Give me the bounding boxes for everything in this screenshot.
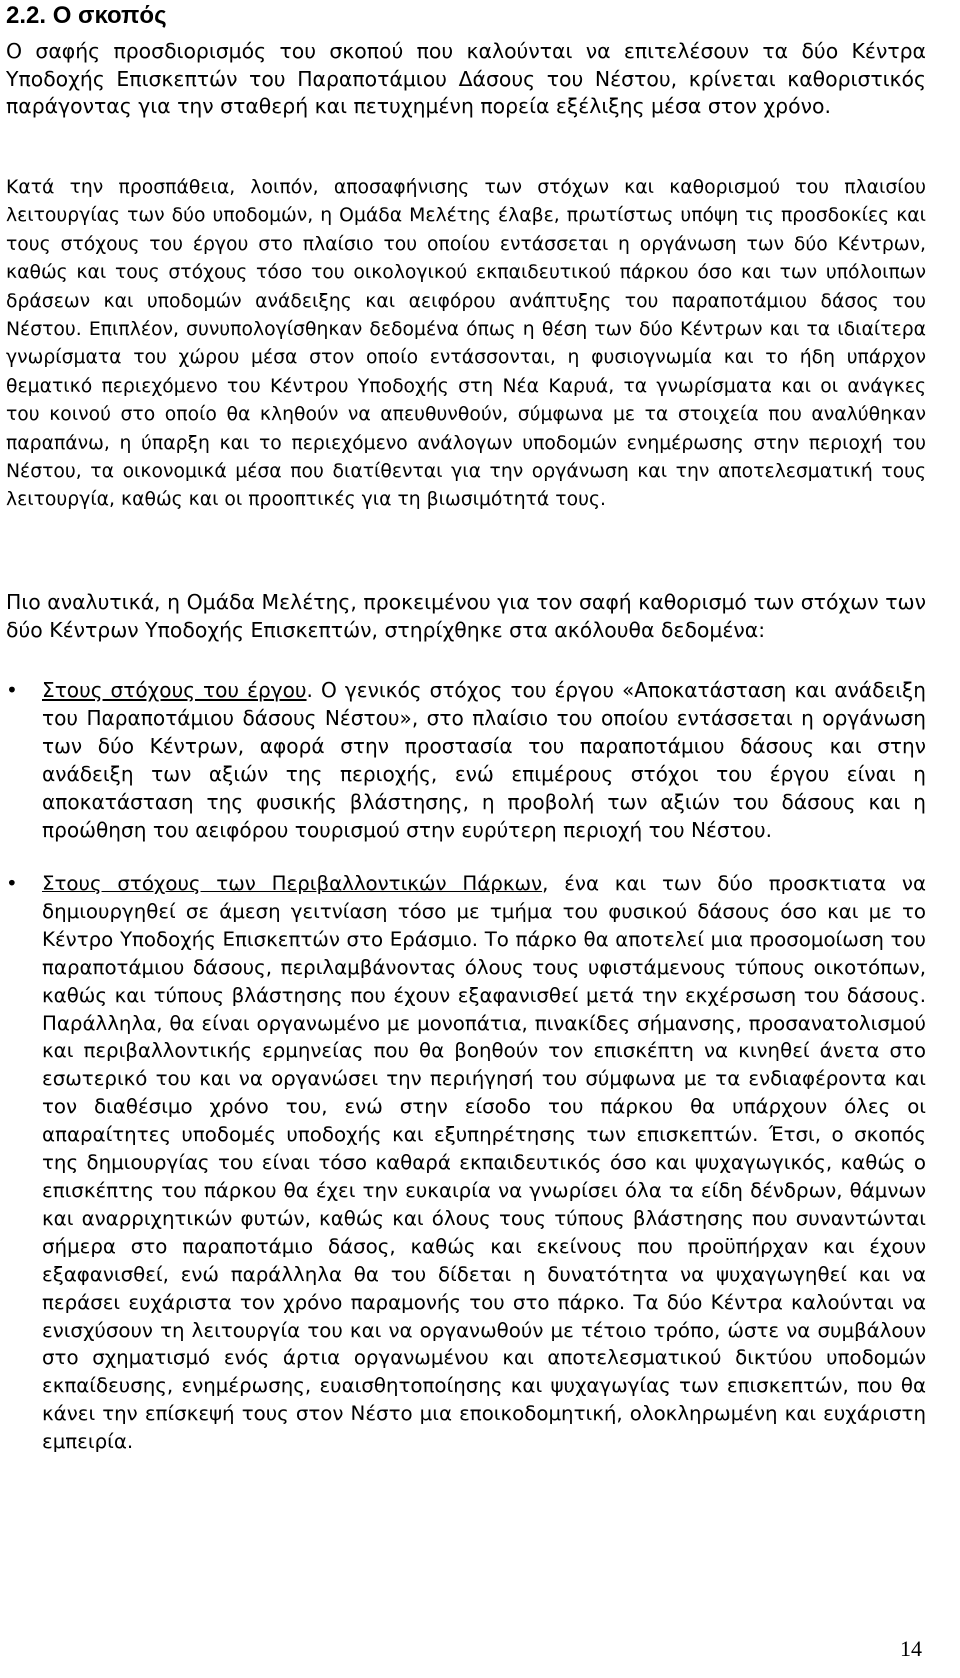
detail-paragraph: Πιο αναλυτικά, η Ομάδα Μελέτης, προκειμένου για τον σαφή καθορισμό των στόχων των δύο Κέντρων Υποδοχής Επισκεπτών, στηρίχθηκε στα ακόλουθα δεδομένα: [6,590,926,642]
list-item [6,676,926,844]
list-item-body: , ένα και των δύο προσκτιατα να δημιουργηθεί σε άμεση γειτνίαση τόσο με τμήμα του φυσικού δάσους όσο και με το Κέντρο Υποδοχής Επισκεπτών στο Εράσμιο. Το πάρκο θα αποτελεί μια προσομοίωση του παραποτάμιου δάσους, περιλαμβάνοντας όλους τους υφιστάμενους τύπους οικοτόπων, καθώς και τύπους βλάστησης που έχουν εξαφανισθεί μετά την εκχέρσωση του δάσους. Παράλληλα, θα είναι οργανωμένο με μονοπάτια, πινακίδες σήμανσης, προσανατολισμού και περιβαλλοντικής ερμηνείας που θα βοηθούν τον επισκέπτη να κινηθεί άνετα στο εσωτερικό του και να οργανώσει την περιήγησή του σύμφωνα με τα ενδιαφέροντα και τον διαθέσιμο χρόνο του, ενώ στην είσοδο του πάρκου θα υπάρχουν όλες οι απαραίτητες υποδομές υποδοχής και εξυπηρέτησης των επισκεπτών. Έτσι, ο σκοπός της δημιουργίας του είναι τόσο καθαρά εκπαιδευτικός όσο και ψυχαγωγικός, καθώς ο επισκέπτης του πάρκου θα έχει την ευκαιρία να γνωρίσει όλα τα είδη δένδρων, θάμνων και αναρριχητικών φυτών, καθώς και όλους τους τύπους βλάστησης που συναντώνται σήμερα στο παραποτάμιο δάσος, καθώς και εκείνους που προϋπήρχαν και έχουν εξαφανισθεί, ενώ παράλληλα θα του δίδεται η δυνατότητα να ψυχαγωγηθεί και να περάσει ευχάριστα τον χρόνο παραμονής του στο πάρκο. Τα δύο Κέντρα καλούνται να ενισχύσουν τη λειτουργία του και να οργανωθούν με τέτοιο τρόπο, ώστε να συμβάλουν στο σχηματισμό ενός άρτια οργανωμένου και αποτελεσματικού δικτύου υποδομών εκπαίδευσης, ενημέρωσης, ευαισθητοποίησης και ψυχαγωγίας των επισκεπτών, που θα κάνει την επίσκεψή τους στον Νέστο μια εποικοδομητική, ολοκληρωμένη και ευχάριστη εμπειρία. [42,872,926,1454]
page-number: 14 [900,1636,922,1661]
section-heading: 2.2. Ο σκοπός [6,2,167,29]
list-item-body: . Ο γενικός στόχος του έργου «Αποκατάσταση και ανάδειξη του Παραποτάμιου δάσους Νέστου», στο πλαίσιο του οποίου εντάσσεται η οργάνωση των δύο Κέντρων, αφορά στην προστασία του παραποτάμιου δάσους και στην ανάδειξη των αξιών της περιοχής, ενώ επιμέρους στόχοι του έργου είναι η αποκατάσταση της φυσικής βλάστησης, η προβολή των αξιών του δάσους και η προώθηση του αειφόρου τουρισμού στην ευρύτερη περιοχή του Νέστου. [42,678,926,842]
list-item-text [42,870,926,1456]
bullet-icon: • [6,678,18,702]
list-item-lead: Στους στόχους των Περιβαλλοντικών Πάρκων [42,872,543,895]
intro-paragraph: Ο σαφής προσδιορισμός του σκοπού που καλούνται να επιτελέσουν τα δύο Κέντρα Υποδοχής Επισκεπτών του Παραποτάμιου Δάσους του Νέστου, κρίνεται καθοριστικός παράγοντας για την σταθερή και πετυχημένη πορεία εξέλιξης μέσα στον χρόνο. [6,39,926,119]
effort-paragraph: Κατά την προσπάθεια, λοιπόν, αποσαφήνισης των στόχων και καθορισμού του πλαισίου λειτουργίας των δύο υποδομών, η Ομάδα Μελέτης έλαβε, πρωτίστως υπόψη τις προσδοκίες και τους στόχους του έργου στο πλαίσιο του οποίου εντάσσεται η οργάνωση των δύο Κέντρων, καθώς και τους στόχους τόσο του οικολογικού εκπαιδευτικού πάρκου όσο και των υπόλοιπων δράσεων και υποδομών ανάδειξης και αειφόρου ανάπτυξης του παραποτάμιου δάσος του Νέστου. Επιπλέον, συνυπολογίσθηκαν δεδομένα όπως η θέση των δύο Κέντρων και τα ιδιαίτερα γνωρίσματα του χώρου μέσα στον οποίο εντάσσονται, η φυσιογνωμία και το ήδη υπάρχον θεματικό περιεχόμενο του Κέντρου Υποδοχής στη Νέα Καρυά, τα γνωρίσματα και οι ανάγκες του κοινού στο οποίο θα κληθούν να απευθυνθούν, σύμφωνα με τα στοιχεία που αναλύθηκαν παραπάνω, η ύπαρξη και το περιεχόμενο ανάλογων υποδομών ενημέρωσης στην περιοχή του Νέστου, τα οικονομικά μέσα που διατίθενται για την οργάνωση και την αποτελεσματική τους λειτουργία, καθώς και οι προοπτικές για τη βιωσιμότητά τους. [6,177,926,511]
list-item [6,870,926,1456]
bullet-list [6,676,926,1456]
bullet-icon: • [6,872,18,895]
list-item-text [42,676,926,844]
list-item-lead: Στους στόχους του έργου [42,678,307,702]
